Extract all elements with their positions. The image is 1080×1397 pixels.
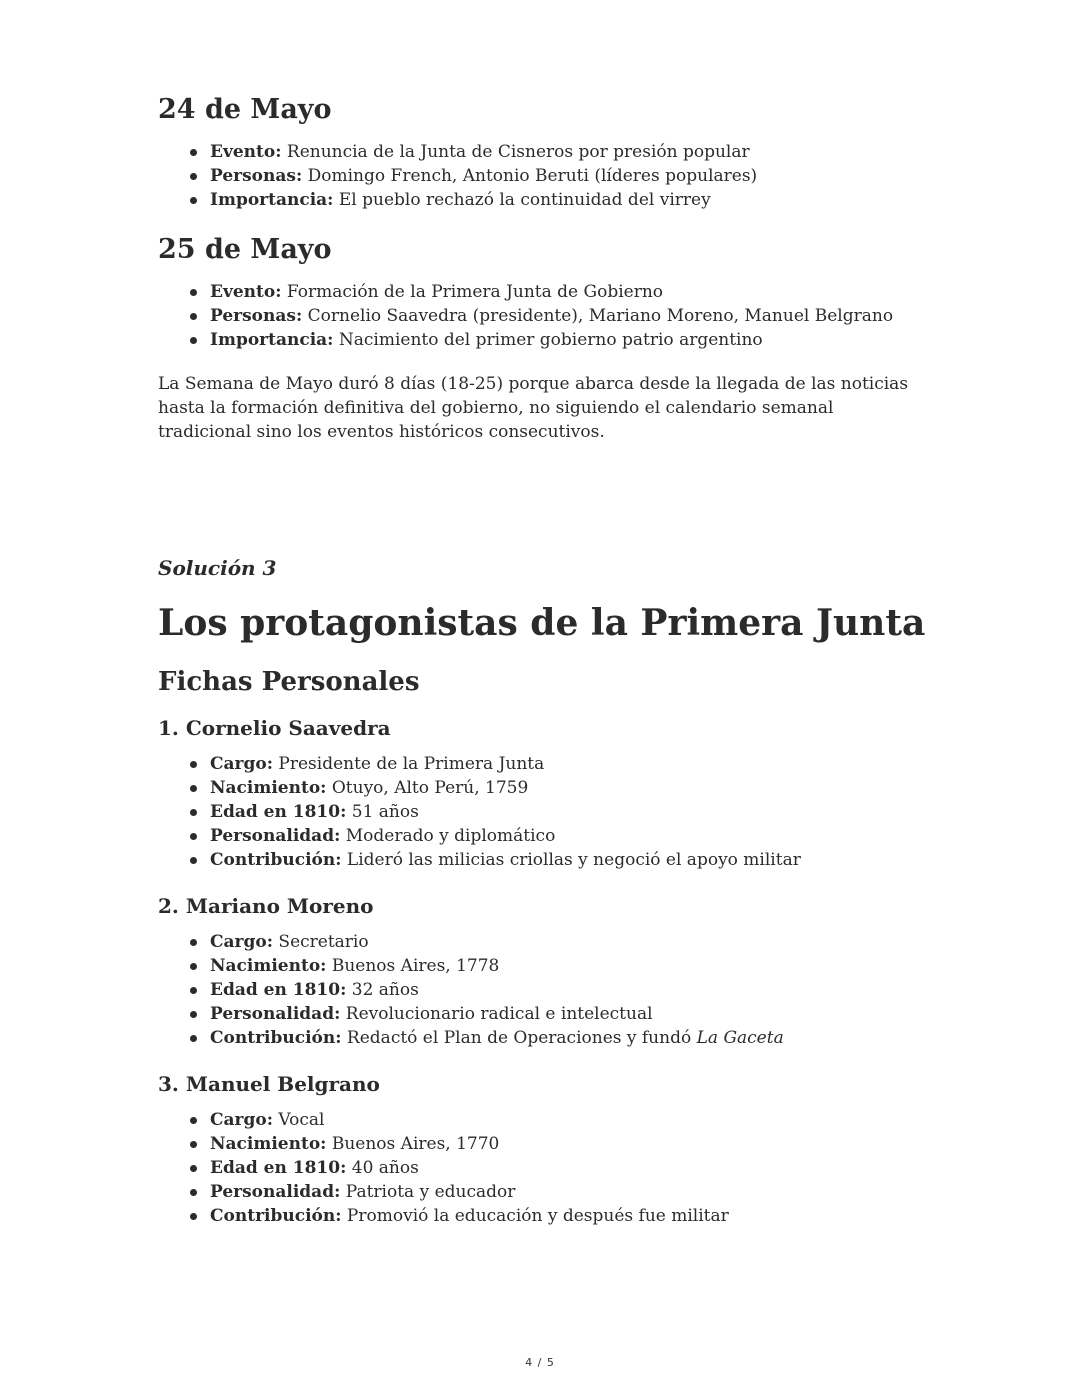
fact-text: Buenos Aires, 1778 xyxy=(326,956,500,976)
fact-label: Edad en 1810: xyxy=(210,980,347,1000)
person-heading: 2. Mariano Moreno xyxy=(158,894,374,918)
fact-label: Personas: xyxy=(210,166,303,186)
list-item xyxy=(188,800,928,824)
fact-text: Lideró las milicias criollas y negoció el apoyo militar xyxy=(341,850,801,870)
day-section-24 xyxy=(158,92,928,212)
fact-text: Redactó el Plan de Operaciones y fundó xyxy=(341,1028,697,1048)
fact-label: Edad en 1810: xyxy=(210,1158,347,1178)
list-item xyxy=(188,280,928,304)
fact-label: Personalidad: xyxy=(210,1004,341,1024)
day-heading: 24 de Mayo xyxy=(158,94,332,125)
fact-text: Patriota y educador xyxy=(340,1182,516,1202)
fact-label: Cargo: xyxy=(210,932,274,952)
list-item xyxy=(188,1180,928,1204)
fact-text: Revolucionario radical e intelectual xyxy=(340,1004,653,1024)
day-heading: 25 de Mayo xyxy=(158,234,332,265)
list-item xyxy=(188,824,928,848)
solution-label: Solución 3 xyxy=(158,556,277,580)
fact-list xyxy=(158,1108,928,1228)
person-card-belgrano xyxy=(158,1070,928,1228)
list-item xyxy=(188,304,928,328)
list-item xyxy=(188,752,928,776)
list-item xyxy=(188,930,928,954)
fact-text: Presidente de la Primera Junta xyxy=(273,754,545,774)
fact-label: Nacimiento: xyxy=(210,956,327,976)
fact-label: Cargo: xyxy=(210,1110,274,1130)
section-title: Fichas Personales xyxy=(158,667,420,697)
list-item xyxy=(188,1132,928,1156)
list-item xyxy=(188,848,928,872)
list-item xyxy=(188,954,928,978)
list-item xyxy=(188,776,928,800)
fact-text: Formación de la Primera Junta de Gobierno xyxy=(281,282,664,302)
summary-paragraph: La Semana de Mayo duró 8 días (18-25) porque abarca desde la llegada de las noticias hasta la formación definitiva del gobierno, no siguiendo el calendario semanal tradicional sino los eventos históricos consecutivos. xyxy=(158,374,909,442)
fact-label: Personas: xyxy=(210,306,303,326)
fact-text: 32 años xyxy=(346,980,419,1000)
fact-label: Importancia: xyxy=(210,190,334,210)
fact-label: Personalidad: xyxy=(210,826,341,846)
fact-label: Contribución: xyxy=(210,1206,342,1226)
list-item xyxy=(188,1204,928,1228)
person-card-saavedra xyxy=(158,714,928,872)
fact-text: Secretario xyxy=(273,932,369,952)
fact-list xyxy=(158,140,928,212)
fact-text: 40 años xyxy=(346,1158,419,1178)
list-item xyxy=(188,1002,928,1026)
fact-label: Contribución: xyxy=(210,1028,342,1048)
fact-label: Nacimiento: xyxy=(210,1134,327,1154)
page-content xyxy=(158,92,928,1238)
fact-text: Domingo French, Antonio Beruti (líderes populares) xyxy=(302,166,758,186)
fact-list xyxy=(158,752,928,872)
list-item xyxy=(188,164,928,188)
list-item xyxy=(188,328,928,352)
fact-text: Vocal xyxy=(273,1110,325,1130)
fact-text: Moderado y diplomático xyxy=(340,826,556,846)
fact-label: Evento: xyxy=(210,142,282,162)
fact-list xyxy=(158,930,928,1050)
list-item xyxy=(188,140,928,164)
list-item xyxy=(188,978,928,1002)
fact-label: Nacimiento: xyxy=(210,778,327,798)
fact-label: Personalidad: xyxy=(210,1182,341,1202)
day-section-25 xyxy=(158,232,928,352)
fact-label: Importancia: xyxy=(210,330,334,350)
list-item xyxy=(188,188,928,212)
page-title: Los protagonistas de la Primera Junta xyxy=(158,602,926,644)
fact-label: Cargo: xyxy=(210,754,274,774)
newspaper-title: La Gaceta xyxy=(696,1028,784,1048)
fact-text: 51 años xyxy=(346,802,419,822)
fact-label: Evento: xyxy=(210,282,282,302)
fact-text: Cornelio Saavedra (presidente), Mariano Moreno, Manuel Belgrano xyxy=(302,306,894,326)
list-item xyxy=(188,1156,928,1180)
fact-text: Nacimiento del primer gobierno patrio argentino xyxy=(333,330,763,350)
fact-list xyxy=(158,280,928,352)
person-heading: 1. Cornelio Saavedra xyxy=(158,716,391,740)
fact-label: Edad en 1810: xyxy=(210,802,347,822)
page-number: 4 / 5 xyxy=(525,1356,555,1369)
person-heading: 3. Manuel Belgrano xyxy=(158,1072,380,1096)
list-item xyxy=(188,1026,928,1050)
fact-text: Renuncia de la Junta de Cisneros por presión popular xyxy=(281,142,750,162)
fact-text: Promovió la educación y después fue militar xyxy=(341,1206,729,1226)
list-item xyxy=(188,1108,928,1132)
fact-text: Buenos Aires, 1770 xyxy=(326,1134,500,1154)
fact-text: El pueblo rechazó la continuidad del virrey xyxy=(333,190,711,210)
person-card-moreno xyxy=(158,892,928,1050)
fact-label: Contribución: xyxy=(210,850,342,870)
fact-text: Otuyo, Alto Perú, 1759 xyxy=(326,778,529,798)
